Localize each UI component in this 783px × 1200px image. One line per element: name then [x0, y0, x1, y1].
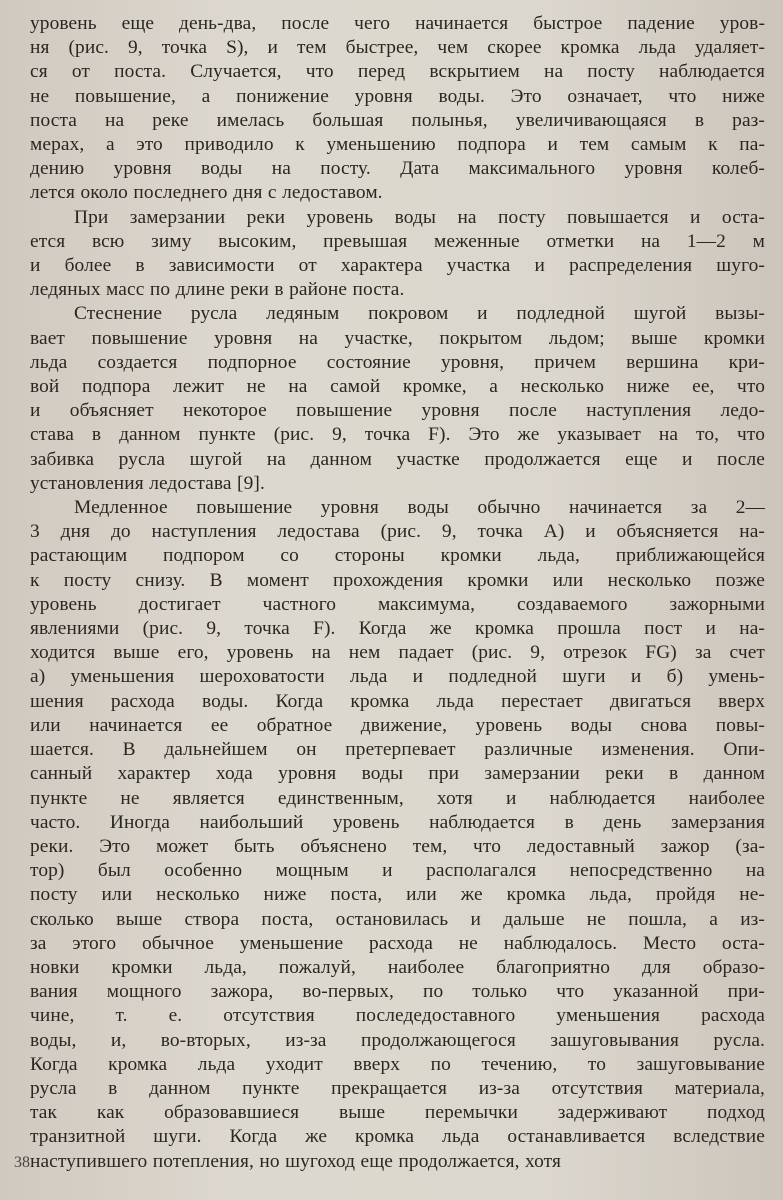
text-line: за этого обычное уменьшение расхода не наблюдалось. Место оста-	[30, 932, 765, 954]
text-line: не повышение, а понижение уровня воды. Это означает, что ниже	[30, 85, 765, 107]
text-line: чине, т. е. отсутствия последедоставного уменьшения расхода	[30, 1005, 765, 1027]
paragraph	[30, 12, 765, 206]
text-line: к посту снизу. В момент прохождения кромки или несколько позже	[30, 569, 765, 591]
text-line: русла в данном пункте прекращается из-за отсутствия материала,	[30, 1077, 765, 1099]
page-number: 38	[14, 1154, 30, 1171]
text-line: тор) был особенно мощным и располагался непосредственно на	[30, 860, 765, 882]
text-line: сколько выше створа поста, остановилась и дальше не пошла, а из-	[30, 908, 765, 930]
text-line: 3 дня до наступления ледостава (рис. 9, точка A) и объясняется на-	[30, 521, 765, 543]
text-line: забивка русла шугой на данном участке продолжается еще и после	[30, 448, 765, 470]
text-line: вой подпора лежит не на самой кромке, а несколько ниже ее, что	[30, 376, 765, 398]
text-line: наступившего потепления, но шугоход еще продолжается, хотя	[30, 1150, 561, 1172]
text-line: а) уменьшения шероховатости льда и подледной шуги и б) умень-	[30, 666, 765, 688]
text-line: льда создается подпорное состояние уровня, причем вершина кри-	[30, 351, 765, 373]
paragraph	[30, 206, 765, 303]
text-line: ся от поста. Случается, что перед вскрытием на посту наблюдается	[30, 61, 765, 83]
text-line: пункте не является единственным, хотя и наблюдается наиболее	[30, 787, 765, 809]
text-line: воды, и, во-вторых, из-за продолжающегося зашуговывания русла.	[30, 1029, 765, 1051]
text-line: уровень еще день-два, после чего начинается быстрое падение уров-	[30, 13, 765, 34]
text-line: явлениями (рис. 9, точка F). Когда же кромка прошла пост и на-	[30, 618, 765, 640]
text-line: ходится выше его, уровень на нем падает (рис. 9, отрезок FG) за счет	[30, 642, 765, 664]
paragraph	[30, 302, 765, 496]
body-text	[30, 12, 765, 1174]
text-line: ется всю зиму высоким, превышая меженные отметки на 1—2 м	[30, 230, 765, 252]
paragraph	[30, 496, 765, 1174]
text-line: и объясняет некоторое повышение уровня после наступления ледо-	[30, 400, 765, 422]
text-line: става в данном пункте (рис. 9, точка F). Это же указывает на то, что	[30, 424, 765, 446]
text-line: При замерзании реки уровень воды на посту повышается и оста-	[74, 206, 765, 228]
text-line: поста на реке имелась большая полынья, увеличивающаяся в раз-	[30, 109, 765, 131]
text-line: установления ледостава [9].	[30, 472, 265, 494]
text-line: часто. Иногда наибольший уровень наблюдается в день замерзания	[30, 811, 765, 833]
text-line: реки. Это может быть объяснено тем, что ледоставный зажор (за-	[30, 835, 765, 857]
text-line: вает повышение уровня на участке, покрытом льдом; выше кромки	[30, 327, 765, 349]
text-line: новки кромки льда, пожалуй, наиболее благоприятно для образо-	[30, 956, 765, 978]
text-line: шается. В дальнейшем он претерпевает различные изменения. Опи-	[30, 739, 765, 761]
text-line: и более в зависимости от характера участка и распределения шуго-	[30, 255, 765, 277]
text-line: Стеснение русла ледяным покровом и подледной шугой вызы-	[74, 303, 765, 325]
text-line: или начинается ее обратное движение, уровень воды снова повы-	[30, 714, 765, 736]
text-line: Медленное повышение уровня воды обычно начинается за 2—	[74, 497, 765, 519]
text-line: ня (рис. 9, точка S), и тем быстрее, чем скорее кромка льда удаляет-	[30, 37, 765, 59]
text-line: санный характер хода уровня воды при замерзании реки в данном	[30, 763, 765, 785]
text-line: транзитной шуги. Когда же кромка льда останавливается вследствие	[30, 1126, 765, 1148]
text-line: дению уровня воды на посту. Дата максимального уровня колеб-	[30, 158, 765, 180]
text-line: шения расхода воды. Когда кромка льда перестает двигаться вверх	[30, 690, 765, 712]
text-line: ледяных масс по длине реки в районе поста.	[30, 279, 405, 301]
text-line: уровень достигает частного максимума, создаваемого зажорными	[30, 593, 765, 615]
text-line: мерах, а это приводило к уменьшению подпора и тем самым к па-	[30, 134, 765, 156]
text-line: лется около последнего дня с ледоставом.	[30, 182, 383, 204]
text-line: вания мощного зажора, во-первых, по только что указанной при-	[30, 981, 765, 1003]
text-line: посту или несколько ниже поста, или же кромка льда, пройдя не-	[30, 884, 765, 906]
text-line: так как образовавшиеся выше перемычки задерживают подход	[30, 1102, 765, 1124]
text-line: Когда кромка льда уходит вверх по течению, то зашуговывание	[30, 1053, 765, 1075]
text-line: растающим подпором со стороны кромки льда, приближающейся	[30, 545, 765, 567]
